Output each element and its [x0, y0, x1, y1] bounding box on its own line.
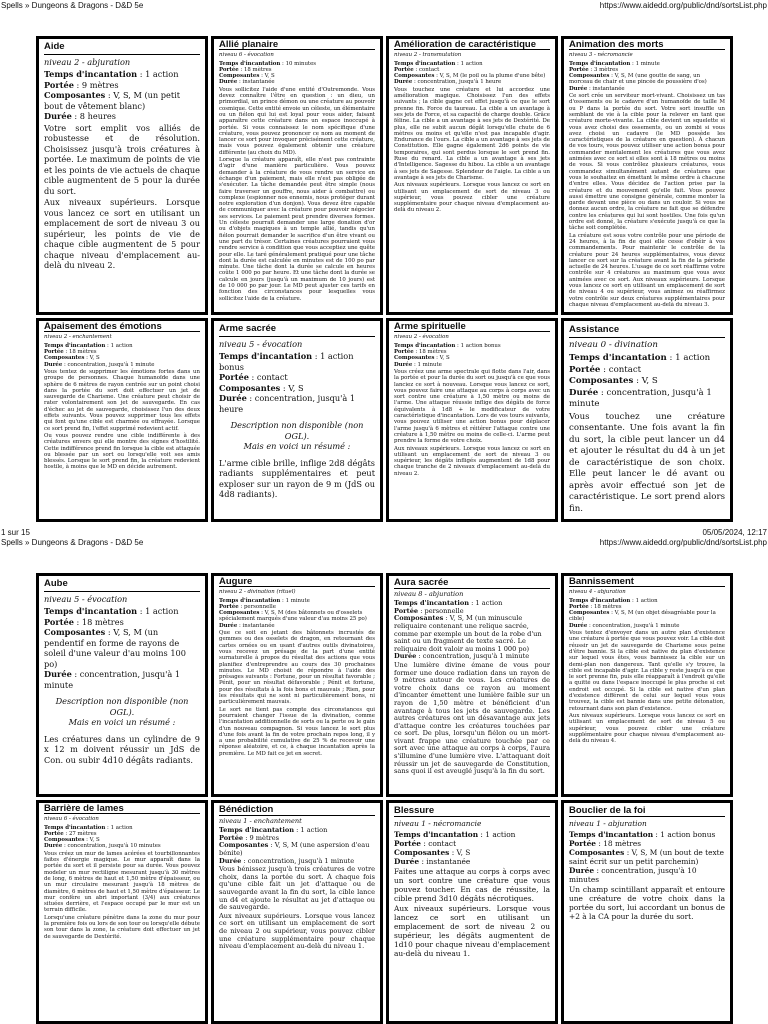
spell-range-value: : 3 mètres [588, 66, 619, 73]
spell-casting-time-label: Temps d'incantation [394, 342, 456, 349]
spell-title: Amélioration de caractéristique [394, 42, 550, 50]
description-paragraph: Aux niveaux supérieurs. Lorsque vous lancez ce sort en utilisant un emplacement de sort de niveau 5 ou supérieur, vous pouvez cibler une créature supplémentaire pour chaque niveau d'emplacement au-delà du niveau 4. [569, 712, 725, 745]
description-paragraph: Le sort ne tient pas compte des circonstances qui pourraient changer l'issue de la divination, comme l'incantation additionnelle de sorts ou la perte ou le gain d'un nouveau compagnon. Si vous lancez le sort plus d'une fois avant la fin de votre prochain repos long, il y a une probabilité cumulative de 25 % de recevoir une réponse aléatoire, et ce, à chaque incantation après la première. Le MD fait ce jet en secret. [219, 706, 375, 757]
spell-components-label: Composantes [219, 841, 269, 850]
spell-range-value: : personnelle [238, 603, 276, 610]
spell-range-value: : 9 mètres [73, 79, 119, 90]
spell-components [394, 615, 550, 653]
print-timestamp: 05/05/2024, 12:17 [702, 528, 767, 537]
spell-duration [44, 362, 200, 368]
spell-components [569, 610, 725, 623]
spell-range-label: Portée [569, 364, 601, 375]
spell-casting-time-value: : 10 minutes [280, 60, 317, 67]
spell-duration [569, 86, 725, 92]
spell-duration [219, 393, 375, 414]
spell-casting-time-label: Temps d'incantation [394, 599, 470, 608]
spell-card-barriere-de-lames [36, 800, 208, 1024]
spell-duration-value: : concentration, jusqu'à 10 minutes [62, 843, 161, 850]
spell-card-bannissement [561, 573, 733, 797]
spell-description [569, 412, 725, 516]
spell-title: Blessure [394, 806, 550, 817]
spell-duration-value: : instantanée [237, 79, 275, 86]
notice-line: Description non disponible (non OGL). [230, 420, 364, 441]
spell-title: Animation des morts [569, 42, 725, 50]
spell-casting-time-label: Temps d'incantation [44, 342, 106, 349]
spell-components-label: Composantes [569, 376, 634, 387]
spell-casting-time-label: Temps d'incantation [569, 830, 654, 839]
spell-card-blessure [386, 800, 558, 1024]
spell-level-school: niveau 0 - divination [569, 339, 658, 350]
spell-description [44, 696, 200, 765]
spell-card-allie-planaire [211, 36, 383, 315]
notice-line: Mais en voici un résumé : [68, 717, 176, 727]
spell-components-value: : V, S [280, 382, 304, 393]
spell-title: Augure [219, 579, 375, 587]
spell-range [44, 80, 200, 91]
spell-range-label: Portée [44, 616, 74, 627]
spell-card-arme-sacree [211, 318, 383, 522]
spell-duration-label: Durée [569, 85, 588, 92]
description-paragraph: Vous tentez de supprimer les émotions fortes dans un groupe de personnes. Chaque humanoïde dans une sphère de 6 mètres de rayon centrée sur un point choisi dans la portée du sort doit effectuer un jet de sauvegarde de Charisme. Une créature peut choisir de rater volontairement son jet de sauvegarde. En cas d'échec au jet de sauvegarde, choisissez l'un des deux effets suivants. Vous pouvez supprimer tous les effets qui font qu'une cible est charmée ou effrayée. Lorsque ce sort prend fin, l'effet supprimé redevient actif. [44, 368, 200, 432]
spell-level-school: niveau 2 - divination (rituel) [219, 589, 296, 596]
spell-duration [394, 79, 550, 85]
spell-range-label: Portée [569, 603, 589, 610]
spell-range-value: : personnelle [418, 606, 464, 615]
spell-casting-time-value: : 1 action [455, 60, 483, 67]
spell-components-value: : V, S, M (le poil ou la plume d'une bête) [434, 73, 546, 80]
spell-casting-time-value: : 1 action [105, 342, 133, 349]
spell-description [219, 866, 375, 951]
description-paragraph: Lorsque la créature apparaît, elle n'est pas contrainte d'agir d'une manière particulière. Vous pouvez demander à la créature de vous rendre un service en échange d'un paiement, mais elle n'est pas obligée de s'exécuter. La tâche demandée peut être simple (nous faire traverser un gouffre, nous aider à combattre) ou complexe (espionner nos ennemis, nous protéger durant notre exploration d'un donjon). Vous devez être capable de communiquer avec la créature pour pouvoir négocier ses services. Le paiement peut prendre diverses formes. Un céleste pourrait demander une large donation d'or ou d'objets magiques à un temple allié, tandis qu'un fiélon pourrait demander le sacrifice d'un être vivant ou une part du trésor. Certaines créatures pourraient vous rendre service à condition que vous acceptiez une quête pour elle. Le taré généralement pratiqué pour une tâche dont la durée est calculée en minutes est de 100 po par minute. Une tâche dont la durée se calcule en heures coûte 1 000 po par heure. Et une tâche dont la durée se calcule en jours (jusqu'à un maximum de 10 jours) est de 10 000 po par jour. Le MD peut ajuster ces tarifs en fonction des circonstances pour lesquelles vous sollicitez l'aide de la créature. [219, 157, 375, 302]
spell-range-value: : 9 mètres [243, 833, 280, 842]
spell-range-label: Portée [219, 833, 244, 842]
spell-casting-time-label: Temps d'incantation [44, 606, 138, 616]
spell-range-label: Portée [394, 349, 414, 356]
spell-duration-label: Durée [44, 843, 63, 850]
description-paragraph: Aux niveaux supérieurs. Lorsque vous lancez ce sort en utilisant un emplacement de sort de niveau 3 ou supérieur, vous pouvez cibler une créature supplémentaire pour chaque niveau d'emplacement au-delà du niveau 2. [394, 182, 550, 214]
spell-range [394, 839, 550, 848]
spell-components-value: : V, S [449, 848, 471, 857]
spell-casting-time-value: : 1 minute [630, 60, 660, 67]
spell-level-school: niveau 6 - évocation [219, 52, 274, 59]
spell-card-augure [211, 573, 383, 797]
spell-casting-time-label: Temps d'incantation [44, 69, 138, 79]
spell-components-value: : V, S, M (une aspersion d'eau bénite) [219, 841, 370, 857]
spell-description [44, 851, 200, 940]
page1-header [0, 0, 768, 11]
spell-duration-label: Durée [569, 387, 599, 398]
spell-components [394, 848, 550, 857]
spell-range-value: : 18 mètres [73, 616, 124, 627]
spell-duration-value: : concentration, jusqu'à 1 minute [44, 669, 181, 690]
spell-description [219, 630, 375, 757]
spell-level-school: niveau 2 - abjuration [44, 56, 131, 67]
spell-duration [394, 653, 550, 661]
spell-card-apaisement-des-emotions [36, 318, 208, 522]
header-title: Spells » Dungeons & Dragons - D&D 5e [1, 1, 144, 10]
spell-level-school: niveau 5 - évocation [44, 593, 128, 604]
spell-casting-time-label: Temps d'incantation [569, 597, 631, 604]
spell-level-school: niveau 6 - évocation [44, 816, 99, 823]
spell-card-amelioration-de-caracteristique [386, 36, 558, 315]
spell-components-label: Composantes [219, 73, 260, 80]
spell-duration-value: : instantanée [587, 85, 625, 92]
spell-duration-label: Durée [219, 856, 242, 865]
description-paragraph: Aux niveaux supérieurs. Lorsque vous lancez ce sort en utilisant un emplacement de sort de niveau 3 ou supérieur, les dégâts infligés augmentent de 1d8 pour chaque tranche de 2 niveaux d'emplacement au-delà du niveau 2. [394, 445, 550, 477]
spell-casting-time [44, 69, 200, 80]
description-paragraph: Vous créez un mur de lames acérées et tourbillonnantes faites d'énergie magique. Le mur apparaît dans la portée du sort et il persiste pour sa durée. Vous pouvez modeler un mur rectiligne mesurant jusqu'à 30 mètres de long, 6 mètres de haut et 1,50 mètre d'épaisseur, ou un mur circulaire mesurant jusqu'à 18 mètres de diamètre, 6 mètres de haut et 1,50 mètre d'épaisseur. Le mur confère un abri important (3/4) aux créatures situées derrière, et l'espace occupé par le mur est un terrain difficile. [44, 850, 200, 914]
description-paragraph: Aux niveaux supérieurs. Lorsque vous lancez ce sort en utilisant un emplacement de sort de niveau 3 ou supérieur, les points de vie de chaque cible augmentent de 5 pour chaque niveau d'emplacement au-delà du niveau 2. [44, 197, 200, 270]
spell-casting-time-label: Temps d'incantation [569, 60, 631, 67]
spell-range-value: : contact [413, 66, 440, 73]
spell-duration [44, 843, 200, 849]
spell-casting-time-label: Temps d'incantation [219, 60, 281, 67]
page2-header [0, 537, 768, 548]
spell-description [44, 123, 200, 271]
header-title: Spells » Dungeons & Dragons - D&D 5e [1, 538, 144, 547]
spell-title: Arme sacrée [219, 324, 375, 337]
spell-components-value: : V, S [259, 73, 275, 80]
spell-range [569, 839, 725, 848]
description-paragraph: Faites une attaque au corps à corps avec un sort contre une créature que vous pouvez toucher. En cas de réussite, la cible prend 3d10 dégâts nécrotiques. [394, 867, 550, 903]
spell-casting-time-value: : 1 action [137, 69, 179, 79]
spell-duration-label: Durée [569, 622, 588, 629]
spell-duration-label: Durée [569, 866, 595, 875]
spell-title: Aide [44, 42, 200, 55]
spell-duration-value: : concentration, jusqu'à 1 heure [412, 79, 502, 86]
spell-duration [569, 866, 725, 884]
spell-components-label: Composantes [394, 848, 450, 857]
header-url[interactable]: https://www.aidedd.org/public/dnd/sortsList.php [599, 1, 767, 10]
spell-card-aura-sacree [386, 573, 558, 797]
description-paragraph: Aux niveaux supérieurs. Lorsque vous lancez ce sort en utilisant un emplacement de sort de niveau 2 ou supérieur, les dégâts augmentent de 1d10 pour chaque niveau d'emplacement au-delà du niveau 1. [394, 904, 550, 958]
spell-components-label: Composantes [44, 355, 85, 362]
spell-description [44, 369, 200, 471]
spell-duration-value: : concentration, jusqu'à 1 heure [219, 393, 356, 414]
spell-duration-value: : concentration, jusqu'à 1 minute [62, 361, 155, 368]
description-paragraph: L'arme cible brille, inflige 2d8 dégâts radiants supplémentaires et peut exploser sur un rayon de 9 m (JdS ou 4d8 radiants). [219, 457, 375, 500]
spell-components-value: : V, S, M (un pendentif en forme de rayons de soleil d'une valeur d'au moins 100 po) [44, 627, 186, 669]
description-paragraph: Ce sort crée un serviteur mort-vivant. Choisissez un tas d'ossements ou le cadavre d'un humanoïde de taille M ou P dans la portée du sort. Votre sort insuffle un semblant de vie à la cible pour la relever en tant que créature morte-vivante. La cible devient un squelette si vous avez choisi des ossements, ou un zombi si vous avez choisi un cadavre (le MD possède les caractéristiques de la créature en question). À chacun de vos tours, vous pouvez utiliser une action bonus pour commander mentalement les créatures que vous avez animées avec ce sort si elles sont à 18 mètres ou moins de vous. Si vous contrôlez plusieurs créatures, vous commandez simultanément autant de créatures que vous le souhaitez en émettant le même ordre à chacune d'entre elles. Vous décidez de l'action prise par la créature et du mouvement qu'elle fait. Vous pouvez aussi émettre une consigne générale, comme monter la garde devant une pièce ou dans un couloir. Si vous ne donnez aucun ordre, la créature ne fait que se défendre contre les créatures qui lui sont hostiles. Une fois qu'un ordre est donné, la créature s'exécute jusqu'à ce que la tâche soit complétée. [569, 93, 725, 232]
spell-casting-time-value: : 1 action [469, 599, 503, 608]
spell-duration-label: Durée [394, 361, 413, 368]
description-paragraph: Lorsqu'une créature pénètre dans la zone du mur pour la première fois ou lors de son tour ou lorsqu'elle débute son tour dans la zone, la créature doit effectuer un jet de sauvegarde de Dextérité. [44, 914, 200, 940]
description-paragraph: Vous sollicitez l'aide d'une entité d'Outremonde. Vous devez connaître l'être en question : un dieu, un primordial, un prince démon ou une créature au pouvoir cosmique. Cette entité envoie un céleste, un élémentaire ou un fiélon qui lui est loyal pour vous aider, faisant apparaître cette créature dans un espace inoccupé à portée. Si vous connaissez le nom spécifique d'une créature, vous pouvez prononcer ce nom au moment de lancer ce sort pour invoquer précisément cette créature, mais vous pouvez également obtenir une créature différente (au choix du MD). [219, 86, 375, 156]
spell-components-label: Composantes [219, 382, 281, 393]
unavailable-notice [44, 696, 200, 728]
description-paragraph: Vous bénissez jusqu'à trois créatures de votre choix, dans la portée du sort. À chaque fois qu'une cible fait un jet d'attaque ou de sauvegarde avant la fin du sort, la cible lance un d4 et ajoute le résultat au jet d'attaque ou de sauvegarde. [219, 865, 375, 912]
spell-title: Bénédiction [219, 806, 375, 816]
notice-line: Mais en voici un résumé : [243, 441, 351, 452]
header-url[interactable]: https://www.aidedd.org/public/dnd/sortsList.php [599, 538, 767, 547]
description-paragraph: Que ce soit en jetant des bâtonnets incrustés de gemmes ou des osselets de dragon, en retournant des cartes ornées ou en usant d'autres outils divinatoires, vous recevez un présage de la part d'une entité surnaturelle à propos du résultat des actions que vous planifiez d'entreprendre au cours des 30 prochaines minutes. Le MD choisit de répondre à l'aide des présages suivants : Fortune, pour un résultat favorable ; Pénit, pour un résultat défavorable ; Pénit et fortune, pour des résultats à la fois bons et mauvais ; Rien, pour les résultats qui ne sont ni particulièrement bons, ni particulièrement mauvais. [219, 630, 375, 706]
spell-casting-time-value: : 1 action [666, 353, 711, 364]
spell-casting-time [44, 606, 200, 617]
spell-duration-label: Durée [44, 669, 72, 679]
spell-components-label: Composantes [569, 610, 610, 617]
spell-duration-label: Durée [394, 652, 417, 661]
spell-casting-time-value: : 1 action [294, 826, 328, 835]
spell-duration-value: : concentration, jusqu'à 10 minutes [569, 866, 697, 884]
spell-casting-time-value: : 1 action bonus [219, 351, 354, 372]
page-counter: 1 sur 15 [1, 528, 30, 537]
spell-title: Apaisement des émotions [44, 324, 200, 332]
description-paragraph: Vous touchez une créature consentante. Une fois avant la fin du sort, la cible peut lancer un d4 et ajouter le résultat du d4 à un jet de caractéristique de son choix. Elle peut lancer le dé avant ou après avoir effectué son jet de caractéristique. Le sort prend alors fin. [569, 411, 725, 514]
page1-spell-grid [36, 36, 733, 514]
spell-casting-time-value: : 1 action [478, 830, 516, 839]
spell-casting-time-value: : 1 action [630, 597, 658, 604]
spell-description [569, 630, 725, 744]
spell-range-label: Portée [219, 66, 239, 73]
description-paragraph: Vous tentez d'envoyer dans un autre plan d'existence une créature à portée que vous pouvez voir. La cible doit réussir un jet de sauvegarde de Charisme sous peine d'être bannie. Si la cible est native du plan d'existence sur lequel vous êtes, vous bannissez la cible sur un demi-plan non dangereux. Tant qu'elle s'y trouve, la cible est incapable d'agir. La cible y reste jusqu'à ce que le sort prenne fin, puis elle réapparaît à l'endroit qu'elle a quitté ou dans l'espace inoccupé le plus proche si cet endroit est occupé. Si la cible est native d'un plan d'existence différent de celui sur lequel vous vous trouvez, la cible est bannie dans une petite détonation, retournant dans son plan d'existence. [569, 630, 725, 712]
description-paragraph: Aux niveaux supérieurs. Lorsque vous lancez ce sort en utilisant un emplacement de sort de niveau 2 ou supérieur, vous pouvez cibler une créature supplémentaire pour chaque niveau d'emplacement au-delà du niveau 1. [219, 911, 375, 951]
spell-casting-time-label: Temps d'incantation [569, 353, 667, 364]
spell-casting-time [394, 830, 550, 839]
spell-level-school: niveau 2 - enchantement [44, 334, 112, 341]
spell-casting-time-label: Temps d'incantation [219, 597, 281, 604]
spell-components-label: Composantes [569, 848, 625, 857]
spell-range-label: Portée [44, 349, 64, 356]
spell-components-value: : V, S, M (un petit bout de vêtement blanc) [44, 90, 181, 111]
spell-components-label: Composantes [394, 614, 444, 623]
spell-duration-value: : instantanée [419, 857, 471, 866]
spell-components-value: : V, S [434, 355, 450, 362]
spell-card-animation-des-morts [561, 36, 733, 315]
spell-duration-label: Durée [44, 361, 63, 368]
spell-range-value: : 18 mètres [63, 349, 97, 356]
unavailable-notice [219, 420, 375, 452]
spell-casting-time [219, 351, 375, 372]
spell-description [394, 662, 550, 776]
spell-range-value: : contact [600, 364, 642, 375]
spell-card-arme-spirituelle [386, 318, 558, 522]
spell-components-value: : V, S, M (un minuscule reliquaire contenant une relique sacrée, comme par exemple un bout de la robe d'un saint ou un fragment de texte sacré. Le reliquaire doit valoir au moins 1 000 po) [394, 614, 542, 653]
spell-range-label: Portée [219, 603, 239, 610]
spell-range-value: : 18 mètres [596, 839, 642, 848]
spell-card-aube [36, 573, 208, 797]
spell-range [569, 365, 725, 377]
spell-components-value: : V, S [84, 355, 100, 362]
spell-duration-label: Durée [394, 79, 413, 86]
spell-duration-value: : 1 minute [412, 361, 442, 368]
spell-duration-value: : concentration, jusqu'à 1 minute [569, 387, 712, 410]
spell-duration [569, 623, 725, 629]
spell-range-label: Portée [569, 839, 597, 848]
spell-range-label: Portée [394, 606, 419, 615]
spell-components [219, 610, 375, 623]
spell-card-assistance [561, 318, 733, 522]
spell-duration-value: : concentration, jusqu'à 1 minute [587, 622, 680, 629]
spell-description [394, 87, 550, 214]
spell-casting-time-label: Temps d'incantation [219, 351, 313, 362]
spell-range-value: : 27 mètres [63, 830, 97, 837]
spell-level-school: niveau 1 - enchantement [219, 816, 302, 825]
spell-components-value: : V, S [633, 376, 658, 387]
spell-duration-label: Durée [219, 79, 238, 86]
spell-level-school: niveau 2 - transmutation [394, 52, 462, 59]
spell-range [44, 617, 200, 628]
description-paragraph: Vous touchez une créature et lui accordez une amélioration magique. Choisissez l'un des effets suivants ; la cible gagne cet effet jusqu'à ce que le sort prenne fin. Force du taureau. La cible a un avantage à ses jets de Force, et sa capacité de charge double. Grâce féline. La cible a un avantage à ses jets de Dextérité. De plus, elle ne subit aucun dégât lorsqu'elle chute de 6 mètres ou moins et qu'elle n'est pas incapable d'agir. Endurance de l'ours. La cible a un avantage à ses jets de Constitution. Elle gagne également 2d6 points de vie temporaires, qui sont perdus lorsque le sort prend fin. Ruse du renard. La cible a un avantage à ses jets d'Intelligence. Sagesse du hibou. La cible a un avantage à ses jets de Sagesse. Splendeur de l'aigle. La cible a un avantage à ses jets de Charisme. [394, 86, 550, 181]
spell-duration-value: : 8 heures [71, 111, 116, 121]
spell-title: Aura sacrée [394, 579, 550, 589]
spell-description [219, 87, 375, 302]
spell-casting-time-value: : 1 action bonus [653, 830, 716, 839]
spell-components [569, 73, 725, 86]
spell-duration-label: Durée [219, 393, 247, 404]
spell-level-school: niveau 2 - évocation [394, 334, 449, 341]
spell-title: Bouclier de la foi [569, 806, 725, 817]
description-paragraph: Un champ scintillant apparaît et entoure une créature de votre choix dans la portée du sort, lui accordant un bonus de +2 à la CA pour la durée du sort. [569, 885, 725, 921]
spell-description [394, 867, 550, 958]
spell-range-label: Portée [44, 79, 74, 90]
spell-duration [44, 669, 200, 690]
spell-duration [219, 79, 375, 85]
spell-title: Arme spirituelle [394, 324, 550, 332]
spell-duration-value: : concentration, jusqu'à 1 minute [241, 856, 355, 865]
spell-range-value: : contact [248, 372, 288, 383]
spell-range-value: : 18 mètres [413, 349, 447, 356]
spell-casting-time-label: Temps d'incantation [44, 824, 106, 831]
spell-casting-time [569, 830, 725, 839]
spell-range-value: : contact [421, 839, 457, 848]
spell-title: Bannissement [569, 579, 725, 587]
spell-description [219, 420, 375, 500]
spell-card-benediction [211, 800, 383, 1024]
spell-components-label: Composantes [394, 355, 435, 362]
spell-range-label: Portée [394, 66, 414, 73]
spell-duration-value: : instantanée [237, 622, 275, 629]
spell-duration [44, 111, 200, 122]
spell-range-value: : 18 mètres [588, 603, 622, 610]
spell-components [569, 848, 725, 866]
spell-card-aide [36, 36, 208, 315]
spell-casting-time-value: : 1 action bonus [455, 342, 501, 349]
spell-components-value: : V, S [84, 837, 100, 844]
spell-range-label: Portée [219, 372, 249, 383]
spell-duration [219, 623, 375, 629]
notice-line: Description non disponible (non OGL). [55, 696, 189, 717]
spell-components-label: Composantes [44, 627, 106, 637]
spell-duration-label: Durée [219, 622, 238, 629]
spell-casting-time-label: Temps d'incantation [219, 826, 295, 835]
spell-level-school: niveau 8 - abjuration [394, 589, 464, 598]
description-paragraph: Votre sort emplit vos alliés de robustesse et de résolution. Choisissez jusqu'à trois créatures à portée. Le maximum de points de vie et les points de vie actuels de chaque cible augmentent de 5 pour la durée du sort. [44, 122, 200, 196]
spell-range-value: : 18 mètres [238, 66, 272, 73]
spell-range-label: Portée [394, 839, 422, 848]
spell-level-school: niveau 3 - nécromancie [569, 52, 633, 59]
spell-level-school: niveau 5 - évocation [219, 338, 303, 349]
description-paragraph: Ou vous pouvez rendre une cible indifférente à des créatures envers qui elle montre des signes d'hostilité. Cette indifférence prend fin lorsque la cible est attaquée ou blessée par un sort ou lorsqu'elle voit ses amis blessés. Lorsque le sort prend fin, la créature redevient hostile, à moins que le MD en décide autrement. [44, 432, 200, 471]
description-paragraph: Vous créez une arme spectrale qui flotte dans l'air, dans la portée et pour la durée du sort ou jusqu'à ce que vous lanciez ce sort à nouveau. Lorsque vous lancez ce sort, vous pouvez faire une attaque au corps à corps avec un sort contre une créature à 1,50 mètre ou moins de l'arme. Une attaque réussie inflige des dégâts de force équivalents à 1d8 + le modificateur de votre caractéristique d'incantation. Lors de vos tours suivants, vous pouvez utiliser une action bonus pour déplacer l'arme jusqu'à 6 mètres et réitérer l'attaque contre une créature à 1,50 mètre ou moins de celle-ci. L'arme peut prendre la forme de votre choix. [394, 368, 550, 445]
spell-components [569, 376, 725, 388]
spell-range-label: Portée [44, 830, 64, 837]
spell-duration [394, 362, 550, 368]
spell-level-school: niveau 4 - abjuration [569, 589, 626, 596]
spell-duration [394, 857, 550, 866]
spell-components-value: : V, S, M (une goutte de sang, un morceau de chair et une pincée de poussière d'os) [569, 73, 707, 86]
spell-title: Aube [44, 579, 200, 592]
description-paragraph: Les créatures dans un cylindre de 9 x 12 m doivent réussir un JdS de Con. ou subir 4d10 dégâts radiants. [44, 733, 200, 765]
spell-range [219, 372, 375, 383]
spell-casting-time [569, 353, 725, 365]
spell-components-value: : V, S, M (un bout de texte saint écrit sur un petit parchemin) [569, 848, 725, 866]
spell-range-label: Portée [569, 66, 589, 73]
description-paragraph: La créature est sous votre contrôle pour une période de 24 heures, à la fin de quoi elle cesse d'obéir à vos commandements. Pour maintenir le contrôle de la créature pour 24 heures supplémentaires, vous devez lancer ce sort sur la créature avant la fin de la période actuelle de 24 heures. L'usage de ce sort réaffirme votre contrôle sur 4 créatures au maximum que vous avez animées avec ce sort. Aux niveaux supérieurs. Lorsque vous lancez ce sort en utilisant un emplacement de sort de niveau 4 ou supérieur, vous animez ou réaffirmez votre contrôle sur deux créatures supplémentaires pour chaque niveau d'emplacement au-delà du niveau 3. [569, 232, 725, 308]
spell-components-label: Composantes [219, 610, 260, 617]
spell-duration-label: Durée [394, 857, 420, 866]
spell-level-school: niveau 1 - abjuration [569, 819, 647, 828]
spell-description [569, 93, 725, 308]
spell-casting-time-value: : 1 action [105, 824, 133, 831]
spell-duration-label: Durée [44, 111, 72, 121]
spell-casting-time-label: Temps d'incantation [394, 830, 479, 839]
spell-components-label: Composantes [394, 73, 435, 80]
spell-casting-time-value: : 1 minute [280, 597, 310, 604]
description-paragraph: Une lumière divine émane de vous pour former une douce radiation dans un rayon de 9 mètres autour de vous. Les créatures de votre choix dans ce rayon au moment d'incanter émettent une lumière faible sur un rayon de 1,50 mètre et bénéficient d'un avantage à tous les jets de sauvegarde. Les autres créatures ont un désavantage aux jets d'attaque contre les créatures touchées par ce sort. De plus, lorsqu'un fiélon ou un mort-vivant frappe une créature touchée par ce sort avec une attaque au corps à corps, l'aura s'illumine d'une lumière vive. L'attaquant doit réussir un jet de sauvegarde de Constitution, sans quoi il est aveuglé jusqu'à la fin du sort. [394, 660, 550, 776]
spell-duration [569, 388, 725, 411]
spell-components-label: Composantes [44, 837, 85, 844]
spell-components [44, 627, 200, 669]
spell-description [569, 885, 725, 921]
spell-casting-time-value: : 1 action [137, 606, 179, 616]
spell-components-label: Composantes [44, 90, 106, 100]
spell-title: Barrière de lames [44, 806, 200, 814]
spell-components-label: Composantes [569, 73, 610, 80]
spell-title: Assistance [569, 324, 725, 338]
spell-description [394, 369, 550, 477]
spell-level-school: niveau 1 - nécromancie [394, 819, 482, 828]
spell-duration-value: : concentration, jusqu'à 1 minute [416, 652, 530, 661]
spell-components-value: : V, S, M (des bâtonnets ou d'osselets spécialement marqués d'une valeur d'au moins 25 po) [219, 610, 367, 623]
spell-components [219, 383, 375, 394]
spell-title: Allié planaire [219, 42, 375, 50]
page2-spell-grid [36, 573, 733, 1024]
spell-components [44, 90, 200, 111]
spell-card-bouclier-de-la-foi [561, 800, 733, 1024]
spell-casting-time-label: Temps d'incantation [394, 60, 456, 67]
spell-components [219, 842, 375, 857]
spell-components-value: : V, S, M (un objet désagréable pour la cible) [569, 610, 716, 623]
